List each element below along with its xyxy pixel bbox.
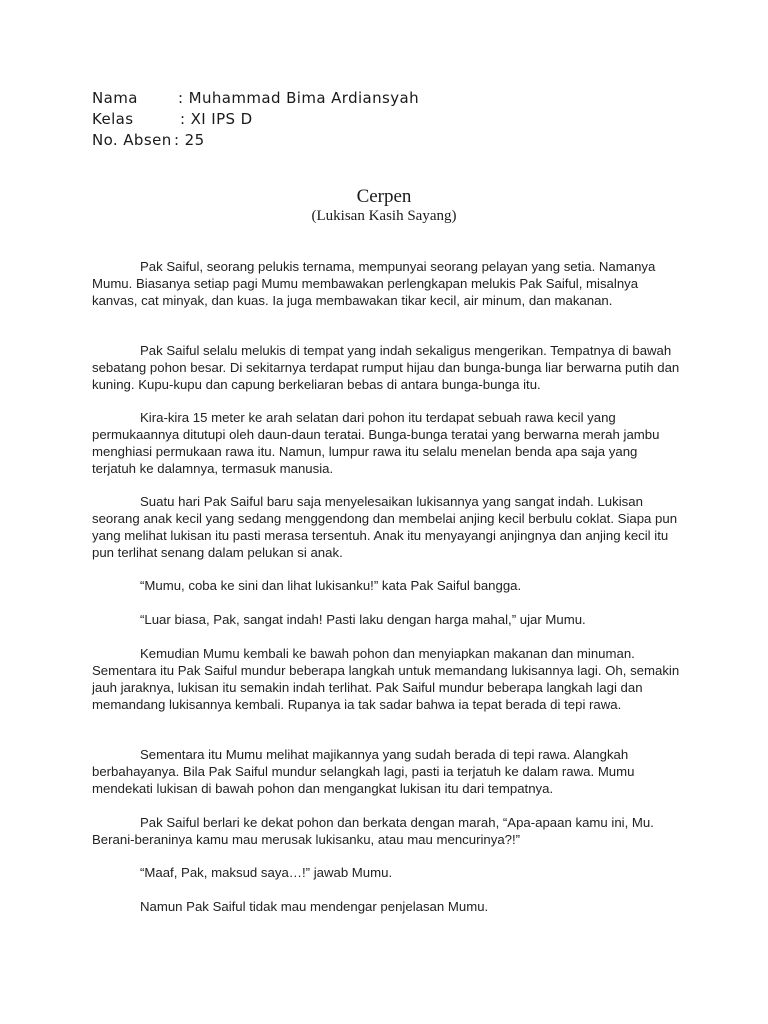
paragraph-text: “Mumu, coba ke sini dan lihat lukisanku!” kata Pak Saiful bangga. bbox=[140, 578, 522, 593]
absen-row bbox=[92, 130, 205, 151]
paragraph-9 bbox=[92, 815, 682, 849]
student-identity bbox=[92, 88, 420, 151]
name-row bbox=[92, 88, 420, 109]
paragraph-text: Sementara itu Mumu melihat majikannya yang sudah berada di tepi rawa. Alangkah berbahayanya. Bila Pak Saiful mundur selangkah lagi, pasti ia terjatuh ke dalam rawa. Mumu mendekati lukisan di bawah pohon dan mengangkat lukisan itu dari tempatnya. bbox=[92, 747, 635, 796]
paragraph-11 bbox=[92, 899, 682, 916]
paragraph-3 bbox=[92, 410, 682, 478]
absen-value: : 25 bbox=[174, 131, 205, 149]
paragraph-text: Suatu hari Pak Saiful baru saja menyelesaikan lukisannya yang sangat indah. Lukisan seorang anak kecil yang sedang menggendong dan membelai anjing kecil berbulu coklat. Siapa pun yang melihat lukisan itu pasti merasa tersentuh. Anak itu menyayangi anjingnya dan anjing kecil itu pun terlihat senang dalam pelukan si anak. bbox=[92, 494, 678, 560]
name-value: : Muhammad Bima Ardiansyah bbox=[178, 89, 420, 107]
class-row bbox=[92, 109, 253, 130]
class-label: Kelas bbox=[92, 110, 134, 128]
paragraph-1 bbox=[92, 259, 682, 310]
paragraph-6 bbox=[92, 612, 682, 629]
paragraph-text: Pak Saiful, seorang pelukis ternama, mempunyai seorang pelayan yang setia. Namanya Mumu. Biasanya setiap pagi Mumu membawakan perlengkapan melukis Pak Saiful, misalnya kanvas, cat minyak, dan kuas. Ia juga membawakan tikar kecil, air minum, dan makanan. bbox=[92, 259, 656, 308]
paragraph-5 bbox=[92, 578, 682, 595]
document-title: Cerpen bbox=[356, 186, 412, 207]
class-value: : XI IPS D bbox=[180, 110, 253, 128]
paragraph-text: “Maaf, Pak, maksud saya…!” jawab Mumu. bbox=[140, 865, 393, 880]
absen-label: No. Absen bbox=[92, 131, 172, 149]
paragraph-8 bbox=[92, 747, 682, 798]
paragraph-text: Kira-kira 15 meter ke arah selatan dari pohon itu terdapat sebuah rawa kecil yang permukaannya ditutupi oleh daun-daun teratai. Bunga-bunga teratai yang berwarna merah jambu menghiasi permukaan rawa itu. Namun, lumpur rawa itu selalu menelan benda apa saja yang terjatuh ke dalamnya, termasuk manusia. bbox=[92, 410, 660, 476]
paragraph-7 bbox=[92, 646, 682, 714]
paragraph-4 bbox=[92, 494, 682, 562]
paragraph-2 bbox=[92, 343, 682, 394]
paragraph-text: Pak Saiful berlari ke dekat pohon dan berkata dengan marah, “Apa-apaan kamu ini, Mu. Berani-beraninya kamu mau merusak lukisanku, atau mau mencurinya?!” bbox=[92, 815, 654, 847]
paragraph-text: Kemudian Mumu kembali ke bawah pohon dan menyiapkan makanan dan minuman. Sementara itu Pak Saiful mundur beberapa langkah untuk memandang lukisannya lagi. Oh, semakin jauh jaraknya, lukisan itu semakin indah terlihat. Pak Saiful mundur beberapa langkah lagi dan memandang lukisannya kembali. Rupanya ia tak sadar bahwa ia tepat berada di tepi rawa. bbox=[92, 646, 680, 712]
paragraph-10 bbox=[92, 865, 682, 882]
paragraph-text: Pak Saiful selalu melukis di tempat yang indah sekaligus mengerikan. Tempatnya di bawah sebatang pohon besar. Di sekitarnya terdapat rumput hijau dan bunga-bunga liar berwarna putih dan kuning. Kupu-kupu dan capung berkeliaran bebas di antara bunga-bunga itu. bbox=[92, 343, 680, 392]
paragraph-text: Namun Pak Saiful tidak mau mendengar penjelasan Mumu. bbox=[140, 899, 489, 914]
document-subtitle: (Lukisan Kasih Sayang) bbox=[311, 208, 457, 224]
name-label: Nama bbox=[92, 89, 138, 107]
paragraph-text: “Luar biasa, Pak, sangat indah! Pasti laku dengan harga mahal,” ujar Mumu. bbox=[140, 612, 586, 627]
